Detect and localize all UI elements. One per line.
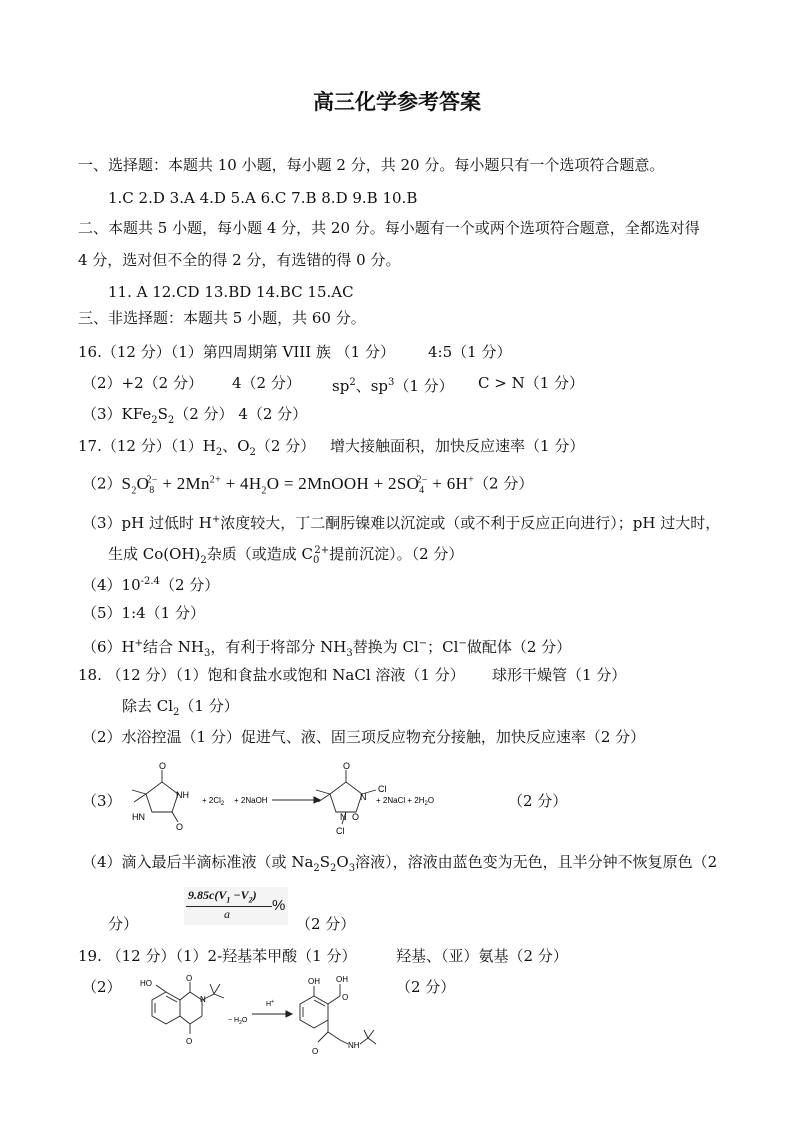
product-amino-acid-structure (300, 984, 376, 1044)
q19-line2-score: （2 分） (396, 978, 456, 996)
product-cooh-oh: OH (336, 975, 348, 984)
q19-line1b: 羟基、（亚）氨基（2 分） (396, 947, 568, 965)
q16-line2b: 4（2 分） (232, 374, 301, 392)
reaction-arrow-2 (252, 1011, 292, 1017)
product-cooh-o: O (342, 993, 349, 1002)
q19-line2-prefix: （2） (82, 978, 122, 996)
q18-line1b: 球形干燥管（1 分） (492, 666, 627, 684)
reactant-hn: HN (132, 812, 145, 822)
q19-reaction-scheme (130, 972, 380, 1064)
product-nh: NH (348, 1041, 360, 1050)
reactant-n: N (200, 995, 206, 1004)
q17-line7: （6）H+结合 $NH_3$，有利于将部分 $NH_3$替换为 Cl−；Cl−做配体（2 分） (82, 638, 572, 659)
q18-reaction-scheme (120, 760, 460, 840)
reactant-o-top: O (159, 761, 167, 771)
arrow-label-h-plus: H+ (266, 999, 274, 1008)
reagent-naoh: + 2NaOH (234, 796, 268, 805)
minus-h2o: − $H_2O$ (228, 1017, 248, 1026)
product-n2: N (340, 812, 347, 822)
q18-line4-prefix: （3） (82, 792, 122, 810)
q17-line1a: 17.（12 分）$(1)H_2$、$O_2(2$ 分） (78, 437, 316, 458)
q18-line6-tail: （2 分） (296, 915, 356, 933)
q18-line5: （4）滴入最后半滴标准液（或 $Na_2S_2O_3$溶液），溶液由蓝色变为无色，且半分钟不恢复原色（2 (82, 853, 718, 874)
product-ketone-o: O (312, 1047, 319, 1056)
reactant-isoquinolinedione-structure (152, 982, 224, 1034)
reactant-nh: NH (176, 790, 189, 800)
section1-header: 一、选择题：本题共 10 小题，每小题 2 分，共 20 分。每小题只有一个选项符合题意。 (78, 156, 665, 174)
product-cl2: Cl (336, 826, 345, 836)
q16-line1b: 4:5（1 分） (428, 343, 512, 361)
page-title: 高三化学参考答案 (313, 90, 481, 114)
q17-equation: $(2)S_2O_8^{2-} + 2Mn^{2+} + 4H_2O$ = 2MnOOH + $2SO_4^{2-} + 6H^+(2$ 分） (82, 473, 534, 497)
q18-line3: （2）水浴控温（1 分）促进气、液、固三项反应物充分接触，加快反应速率（2 分） (82, 728, 646, 746)
reactant-o1: O (186, 974, 193, 983)
section3-header: 三、非选择题：本题共 5 小题，共 60 分。 (78, 309, 366, 327)
reactant-ho: HO (140, 979, 152, 988)
q18-line4-score: （2 分） (508, 792, 568, 810)
q16-hybridization: $sp^2$、$sp^3(1$ 分） (332, 377, 454, 395)
product-n1: N (360, 792, 367, 802)
q18-line6-head: 分） (108, 915, 139, 933)
product-o-top: O (343, 761, 351, 771)
q17-line4: 生成 $Co(OH)_2$杂质（或造成 $C_0^{2+}$提前沉淀）。（2 分） (108, 545, 464, 566)
section2-header-line1: 二、本题共 5 小题，每小题 4 分，共 20 分。每小题有一个或两个选项符合题意，全都选对得 (78, 219, 700, 237)
formula-denominator: a (224, 907, 230, 921)
q17-line5: $(4)10^{-2.4}(2$ 分） (82, 576, 220, 594)
q18-line1a: 18. （12 分）（1）饱和食盐水或饱和 NaCl 溶液（1 分） (78, 666, 465, 684)
q18-formula (184, 887, 288, 925)
q17-line3: （3）pH 过低时 H+浓度较大，丁二酮肟镍难以沉淀或（或不利于反应正向进行）；pH 过大时， (82, 514, 721, 532)
section2-answers: 11. A 12.CD 13.BD 14.BC 15.AC (108, 283, 354, 301)
q18-line2: 除去 $Cl_2(1$ 分） (122, 697, 239, 718)
reagent-cl2: + $2Cl_2$ (202, 796, 225, 807)
q17-line6: （5）1:4（1 分） (82, 604, 205, 622)
reaction-products-text: + 2NaCl + $2H_2O$ (376, 796, 435, 807)
q16-line3: $(3)KFe_2S_2(2$ 分） 4（2 分） (82, 405, 308, 426)
product-o-bottom: O (352, 812, 360, 822)
section2-header-line2: 4 分，选对但不全的得 2 分，有选错的得 0 分。 (78, 251, 401, 269)
reaction-arrow-1 (272, 797, 320, 803)
product-cl1: Cl (378, 784, 387, 794)
q17-line1b: 增大接触面积，加快反应速率（1 分） (330, 437, 585, 455)
reactant-o2: O (186, 1037, 193, 1046)
section1-answers: 1.C 2.D 3.A 4.D 5.A 6.C 7.B 8.D 9.B 10.B (108, 189, 418, 207)
q17-equation-body: $S_2O_8^{2-} + 2Mn^{2+} + 4H_2O$ = 2MnOOH + $2SO_4^{2-} + 6H^+$ (121, 473, 475, 497)
q16-line2a: （2）+2（2 分） (82, 374, 203, 392)
q16-line2d: C > N（1 分） (478, 374, 585, 392)
formula-numerator: $9.85c(V_1 -V_2)$ (188, 888, 257, 905)
reactant-o-bottom: O (176, 822, 184, 832)
q16-line1a: 16.（12 分）（1）第四周期第 VIII 族 （1 分） (78, 343, 395, 361)
q19-line1a: 19. （12 分）（1）2-羟基苯甲酸（1 分） (78, 947, 357, 965)
product-oh: OH (308, 977, 320, 986)
formula-percent: % (272, 897, 286, 914)
